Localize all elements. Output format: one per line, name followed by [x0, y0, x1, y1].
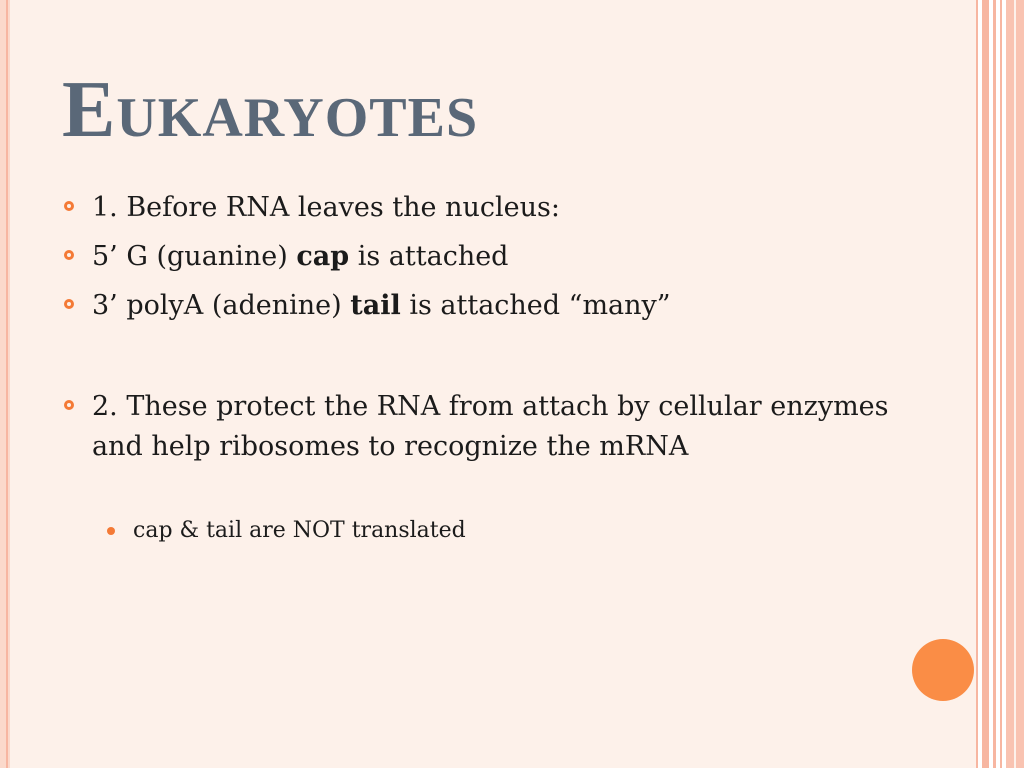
bullet-item: [92, 286, 671, 326]
right-border-stripe: [982, 0, 989, 768]
bullet-text: is attached: [400, 290, 569, 321]
bullet-text: 2. These protect the RNA from attach by cellular enzymes and help ribosomes to recognize the mRNA: [92, 391, 889, 462]
bullet-emphasis: tail: [350, 290, 401, 321]
bullet-ring-icon: [64, 299, 74, 309]
bullet-item: [92, 237, 508, 277]
bullet-text: is attached: [349, 241, 509, 272]
right-border-stripe: [1014, 0, 1016, 768]
sub-bullet-text: cap & tail are NOT translated: [133, 518, 466, 543]
bullet-dot-icon: [107, 527, 115, 535]
left-border-line: [6, 0, 8, 768]
right-border-stripe: [976, 0, 978, 768]
bullet-item: [92, 387, 912, 467]
bullet-text: 1. Before RNA leaves the nucleus:: [92, 192, 560, 223]
bullet-ring-icon: [64, 250, 74, 260]
bullet-item: [92, 188, 560, 228]
slide-title: Eukaryotes: [62, 66, 479, 154]
sub-bullet-item: [133, 515, 466, 547]
left-border-stripe: [0, 0, 10, 768]
bullet-emphasis: cap: [296, 241, 350, 272]
bullet-text: “many”: [568, 290, 671, 321]
bullet-text: 3’ polyA (adenine): [92, 290, 351, 321]
decorative-circle: [912, 639, 974, 701]
right-border-stripe: [993, 0, 996, 768]
bullet-ring-icon: [64, 400, 74, 410]
bullet-text: 5’ G (guanine): [92, 241, 297, 272]
bullet-ring-icon: [64, 201, 74, 211]
right-border-stripe: [1000, 0, 1002, 768]
